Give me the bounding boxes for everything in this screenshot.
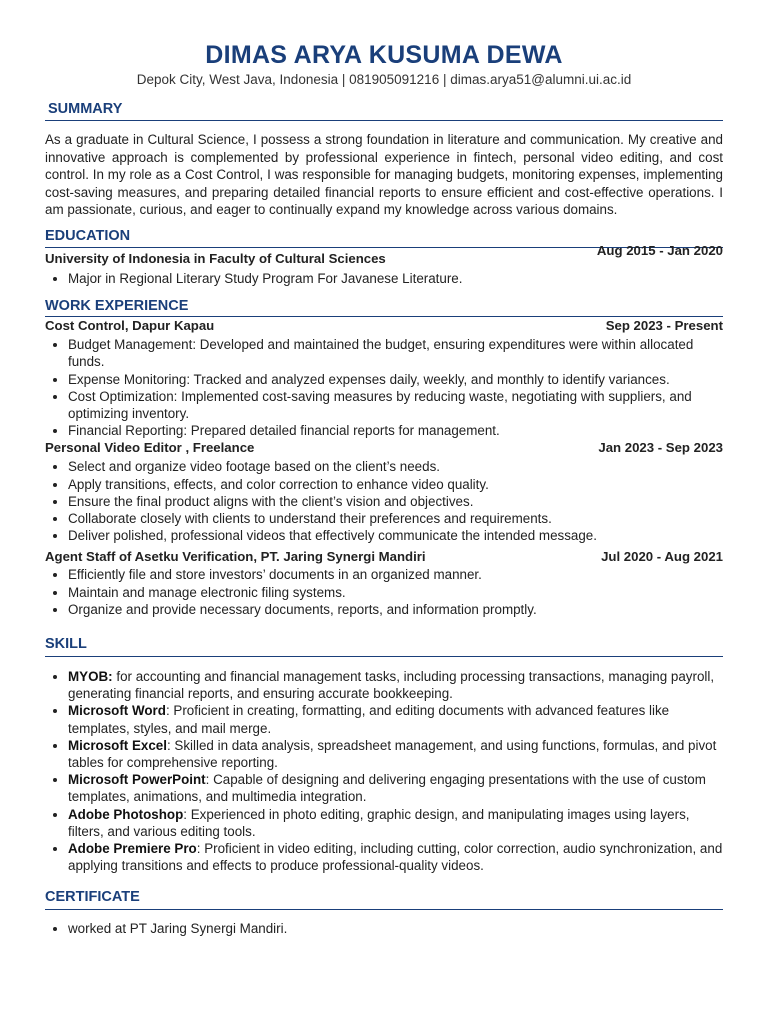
skill-name: MYOB: xyxy=(68,669,113,685)
list-item xyxy=(68,702,723,736)
skill-name: Microsoft Word xyxy=(68,703,166,719)
list-item xyxy=(68,737,723,771)
list-item: • Expense Monitoring: Tracked and analyzed expenses daily, weekly, and monthly to identify variances. xyxy=(68,371,723,388)
list-item: • Deliver polished, professional videos that effectively communicate the intended message. xyxy=(68,527,723,544)
skill-desc: for accounting and financial management tasks, including processing transactions, managing payroll, generating financial reports, and ensuring accurate bookkeeping. xyxy=(68,669,715,702)
list-item xyxy=(68,771,723,805)
job-title: Agent Staff of Asetku Verification, PT. Jaring Synergi Mandiri xyxy=(45,549,426,565)
list-item: • Select and organize video footage based on the client’s needs. xyxy=(68,458,723,475)
list-item xyxy=(68,668,723,702)
education-title: EDUCATION xyxy=(45,227,131,244)
list-item: • Efficiently file and store investors’ documents in an organized manner. xyxy=(68,566,723,583)
job-bullets xyxy=(45,566,723,618)
skill-title: SKILL xyxy=(45,636,87,653)
job-title: Cost Control, Dapur Kapau xyxy=(45,318,215,334)
job-date: Sep 2023 - Present xyxy=(605,318,723,334)
summary-text: As a graduate in Cultural Science, I possess a strong foundation in literature and communication. My creative and innovative approach is complemented by professional experience in fintech, personal video editing, and cost control. In my role as a Cost Control, I was responsible for managing budgets, monitoring expenses, implementing cost-saving measures, and preparing detailed financial reports to ensure efficient and cost-effective operations. I am passionate, curious, and eager to continually expand my knowledge across various domains. xyxy=(45,132,723,218)
list-item xyxy=(68,840,723,874)
work-title: WORK EXPERIENCE xyxy=(45,298,189,315)
skill-rule xyxy=(45,656,723,657)
list-item: • Ensure the final product aligns with the client’s vision and objectives. xyxy=(68,493,723,510)
education-date: Aug 2015 - Jan 2020 xyxy=(596,242,723,258)
education-school: University of Indonesia in Faculty of Cultural Sciences xyxy=(45,250,386,266)
certificate-rule xyxy=(45,909,723,910)
skill-desc: : Proficient in creating, formatting, and editing documents with advanced features like templates, styles, and mail merge. xyxy=(68,703,670,736)
education-entry-header xyxy=(45,242,723,267)
list-item: • Budget Management: Developed and maintained the budget, ensuring expenditures were within allocated funds. xyxy=(68,336,723,370)
certificate-section xyxy=(45,888,723,937)
summary-rule xyxy=(45,120,723,121)
skill-desc: : Experienced in photo editing, graphic design, and manipulating images using layers, filters, and various editing tools. xyxy=(68,806,690,839)
contact-line: Depok City, West Java, Indonesia | 081905091216 | dimas.arya51@alumni.ui.ac.id xyxy=(136,72,632,87)
skill-section xyxy=(45,635,723,874)
resume-page xyxy=(45,40,723,938)
job-date: Jan 2023 - Sep 2023 xyxy=(598,440,723,456)
job-entry xyxy=(45,317,723,439)
list-item: • worked at PT Jaring Synergi Mandiri. xyxy=(68,920,723,937)
skill-name: Adobe Premiere Pro xyxy=(68,841,197,857)
job-header xyxy=(45,548,723,565)
resume-name: DIMAS ARYA KUSUMA DEWA xyxy=(205,41,563,69)
summary-section xyxy=(45,100,723,219)
work-section xyxy=(45,297,723,618)
job-date: Jul 2020 - Aug 2021 xyxy=(601,549,723,565)
job-header xyxy=(45,439,723,456)
skill-name: Microsoft Excel xyxy=(68,737,167,753)
certificate-bullets xyxy=(45,920,723,937)
skill-desc: : Proficient in video editing, including cutting, color correction, audio synchronization, and applying transitions and effects to produce professional-quality videos. xyxy=(68,841,723,874)
skill-name: Adobe Photoshop xyxy=(68,806,184,822)
skill-desc: : Capable of designing and delivering engaging presentations with the use of custom templates, animations, and multimedia integration. xyxy=(68,772,706,805)
list-item: • Financial Reporting: Prepared detailed financial reports for management. xyxy=(68,422,723,439)
job-title: Personal Video Editor , Freelance xyxy=(45,440,255,456)
list-item: • Collaborate closely with clients to understand their preferences and requirements. xyxy=(68,510,723,527)
summary-title: SUMMARY xyxy=(48,101,123,117)
education-section xyxy=(45,227,723,287)
job-entry xyxy=(45,439,723,544)
job-header xyxy=(45,317,723,334)
certificate-title: CERTIFICATE xyxy=(45,889,140,906)
list-item: • Organize and provide necessary documents, reports, and information promptly. xyxy=(68,601,723,618)
skill-name: Microsoft PowerPoint xyxy=(68,772,206,788)
list-item xyxy=(68,806,723,840)
list-item: • Cost Optimization: Implemented cost-saving measures by reducing waste, negotiating with suppliers, and optimizing inventory. xyxy=(68,388,723,422)
skill-desc: : Skilled in data analysis, spreadsheet management, and using functions, formulas, and pivot tables for comprehensive reporting. xyxy=(68,737,717,771)
job-bullets xyxy=(45,458,723,544)
job-entry xyxy=(45,548,723,618)
job-bullets xyxy=(45,336,723,439)
skill-bullets xyxy=(45,668,723,874)
list-item: • Apply transitions, effects, and color correction to enhance video quality. xyxy=(68,476,723,493)
list-item: • Major in Regional Literary Study Program For Javanese Literature. xyxy=(68,270,723,287)
education-bullets xyxy=(45,270,723,287)
list-item: • Maintain and manage electronic filing systems. xyxy=(68,584,723,601)
